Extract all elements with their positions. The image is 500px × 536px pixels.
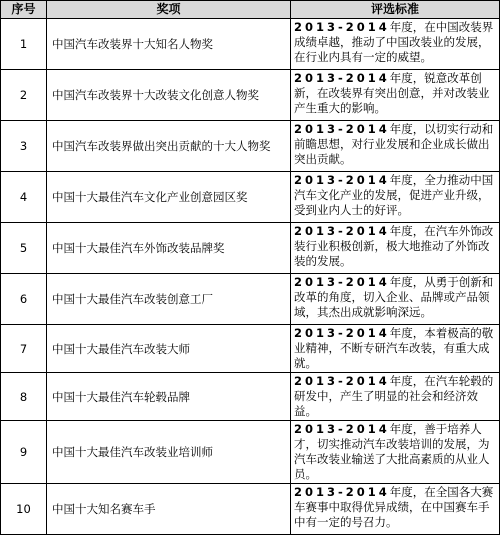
award-criteria	[291, 421, 500, 484]
row-no: 1	[1, 19, 47, 70]
award-criteria	[291, 19, 500, 70]
criteria-year: 2013-2014	[294, 122, 390, 136]
criteria-text: 年度，在汽车轮毂的研发中，产生了明显的社会和经济效益。	[294, 374, 494, 418]
row-no: 8	[1, 373, 47, 421]
criteria-year: 2013-2014	[294, 20, 390, 34]
row-no: 5	[1, 223, 47, 274]
criteria-text: 年度，从勇于创新和改革的角度，切入企业、品牌或产品领域，其杰出成就影响深远。	[294, 275, 494, 319]
criteria-year: 2013-2014	[294, 374, 390, 388]
table-row	[1, 223, 500, 274]
award-name: 中国汽车改装界十大知名人物奖	[47, 19, 291, 70]
award-criteria	[291, 223, 500, 274]
table-row	[1, 19, 500, 70]
criteria-text: 年度，全力推动中国汽车文化产业的发展，促进产业升级，受到业内人士的好评。	[294, 173, 494, 217]
row-no: 9	[1, 421, 47, 484]
criteria-year: 2013-2014	[294, 326, 390, 340]
award-criteria	[291, 325, 500, 373]
award-name: 中国汽车改装界十大改装文化创意人物奖	[47, 70, 291, 121]
award-name: 中国十大知名赛车手	[47, 484, 291, 535]
row-no: 10	[1, 484, 47, 535]
award-criteria	[291, 484, 500, 535]
criteria-year: 2013-2014	[294, 173, 390, 187]
award-name: 中国汽车改装界做出突出贡献的十大人物奖	[47, 121, 291, 172]
criteria-year: 2013-2014	[294, 422, 390, 436]
table-row	[1, 484, 500, 535]
row-no: 4	[1, 172, 47, 223]
award-criteria	[291, 70, 500, 121]
criteria-text: 年度，在全国各大赛车赛事中取得优异成绩，在中国赛车手中有一定的号召力。	[294, 485, 494, 529]
award-criteria	[291, 373, 500, 421]
criteria-text: 年度，在汽车外饰改装行业积极创新，极大地推动了外饰改装的发展。	[294, 224, 494, 268]
criteria-year: 2013-2014	[294, 224, 390, 238]
header-criteria: 评选标准	[291, 1, 500, 19]
table-row	[1, 172, 500, 223]
row-no: 6	[1, 274, 47, 325]
row-no: 3	[1, 121, 47, 172]
table-row	[1, 373, 500, 421]
criteria-year: 2013-2014	[294, 485, 390, 499]
header-row	[1, 1, 500, 19]
award-name: 中国十大最佳汽车改装创意工厂	[47, 274, 291, 325]
header-award: 奖项	[47, 1, 291, 19]
award-name: 中国十大最佳汽车改装大师	[47, 325, 291, 373]
row-no: 7	[1, 325, 47, 373]
table-row	[1, 70, 500, 121]
criteria-text: 年度，善于培养人才，切实推动汽车改装培训的发展，为汽车改装业输送了大批高素质的从业人员。	[294, 422, 490, 481]
criteria-text: 年度，锐意改革创新，在改装界有突出创意，并对改装业产生重大的影响。	[294, 71, 490, 115]
criteria-year: 2013-2014	[294, 275, 390, 289]
table-row	[1, 274, 500, 325]
award-name: 中国十大最佳汽车外饰改装品牌奖	[47, 223, 291, 274]
row-no: 2	[1, 70, 47, 121]
table-row	[1, 121, 500, 172]
header-no: 序号	[1, 1, 47, 19]
award-name: 中国十大最佳汽车改装业培训师	[47, 421, 291, 484]
criteria-text: 年度，本着极高的敬业精神，不断专研汽车改装，有重大成就。	[294, 326, 494, 370]
table-row	[1, 325, 500, 373]
criteria-year: 2013-2014	[294, 71, 390, 85]
criteria-text: 年度，以切实行动和前瞻思想，对行业发展和企业成长做出突出贡献。	[294, 122, 494, 166]
criteria-text: 年度，在中国改装界成绩卓越，推动了中国改装业的发展，在行业内具有一定的威望。	[294, 20, 494, 64]
award-criteria	[291, 121, 500, 172]
award-name: 中国十大最佳汽车文化产业创意园区奖	[47, 172, 291, 223]
table-row	[1, 421, 500, 484]
award-name: 中国十大最佳汽车轮毂品牌	[47, 373, 291, 421]
award-criteria	[291, 274, 500, 325]
award-criteria	[291, 172, 500, 223]
